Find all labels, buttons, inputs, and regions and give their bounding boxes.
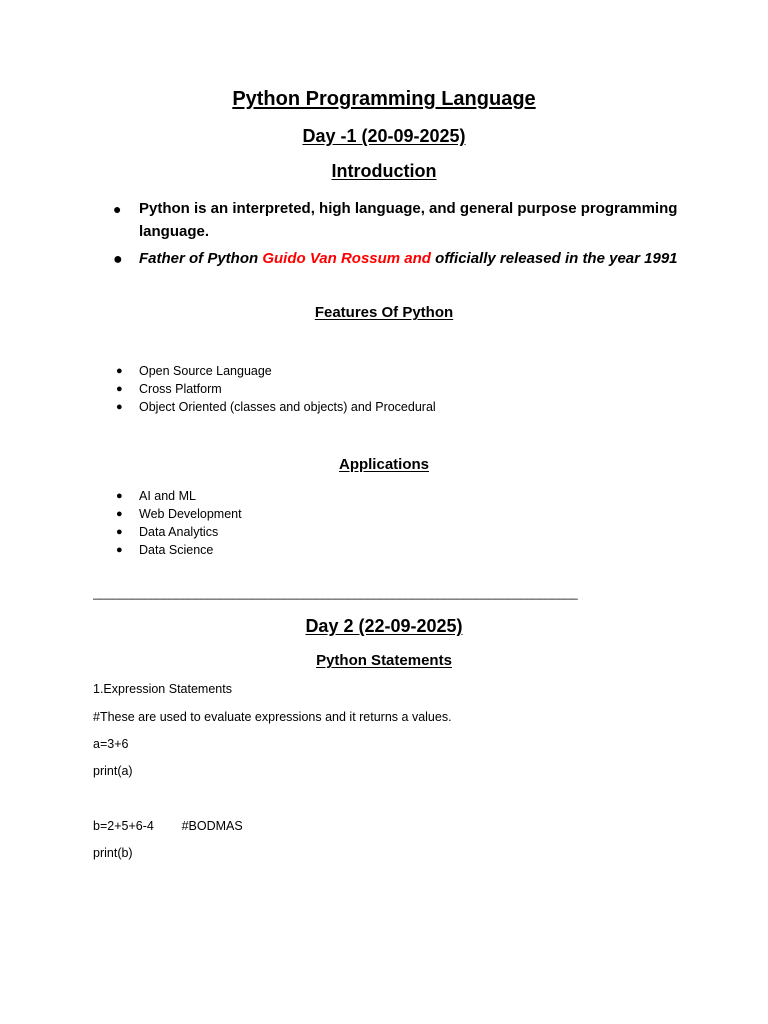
list-item <box>113 487 242 505</box>
application-item: AI and ML <box>139 489 196 503</box>
document-title: Python Programming Language <box>232 88 536 110</box>
bullet2-text-end: officially released in the year 1991 <box>430 250 678 267</box>
statement-line: print(a) <box>93 764 133 778</box>
applications-list <box>113 487 242 559</box>
features-list <box>113 362 436 416</box>
feature-item: Open Source Language <box>139 364 272 378</box>
statement-line: a=3+6 <box>93 737 129 751</box>
list-item <box>113 523 242 541</box>
statement-line: print(b) <box>93 846 133 860</box>
list-item <box>113 362 436 380</box>
statement-line: 1.Expression Statements <box>93 682 232 696</box>
bullet-dot: ● <box>116 526 123 538</box>
bullet-dot: ● <box>116 490 123 502</box>
day2-heading: Day 2 (22-09-2025) <box>305 616 463 636</box>
bullet2-highlight-name: Guido Van Rossum and <box>262 250 431 267</box>
bullet-dot: ● <box>116 383 123 395</box>
section-divider: ____________________________________________________________________________ <box>93 586 578 600</box>
introduction-heading: Introduction <box>331 161 437 181</box>
intro-bullet-2 <box>139 247 679 270</box>
bullet-dot: ● <box>116 365 123 377</box>
applications-heading: Applications <box>338 456 429 473</box>
application-item: Data Science <box>139 543 214 557</box>
list-item <box>113 380 436 398</box>
intro-bullet-1: Python is an interpreted, high language, and general purpose programming language. <box>139 200 678 240</box>
bullet-dot: ● <box>116 544 123 556</box>
bullet-dot: ● <box>113 201 122 217</box>
bullet-dot: ● <box>116 508 123 520</box>
python-statements-heading: Python Statements <box>316 652 452 669</box>
bullet2-text-start: Father of Python <box>139 250 263 267</box>
application-item: Web Development <box>139 507 242 521</box>
feature-item: Object Oriented (classes and objects) and Procedural <box>139 400 436 414</box>
list-item <box>113 398 436 416</box>
feature-item: Cross Platform <box>139 382 222 396</box>
list-item <box>113 541 242 559</box>
list-item <box>113 505 242 523</box>
day1-heading: Day -1 (20-09-2025) <box>302 126 466 146</box>
bullet-dot: ● <box>116 401 123 413</box>
bullet-dot: ● <box>113 251 123 268</box>
application-item: Data Analytics <box>139 525 219 539</box>
features-heading: Features Of Python <box>314 304 454 321</box>
statement-line: #These are used to evaluate expressions and it returns a values. <box>93 710 452 724</box>
statement-line: b=2+5+6-4 #BODMAS <box>93 819 243 833</box>
